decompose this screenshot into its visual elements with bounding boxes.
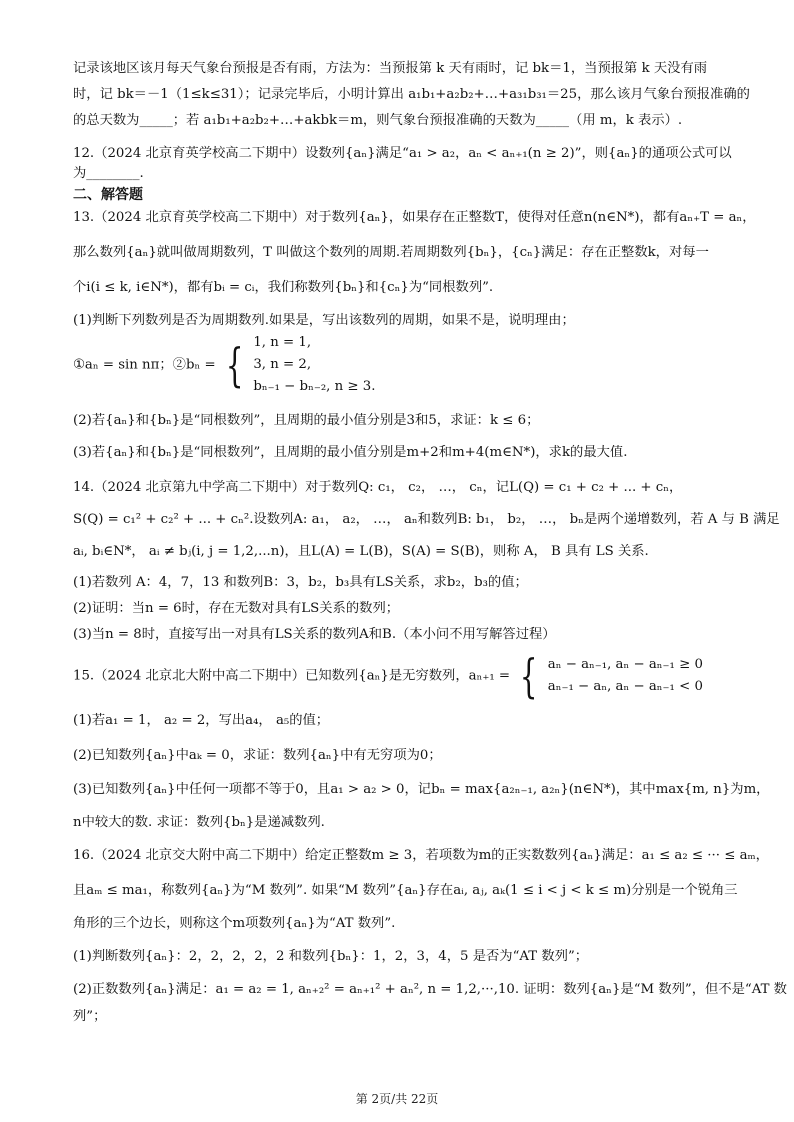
text-line: (2)若{aₙ}和{bₙ}是“同根数列”，且周期的最小值分别是3和5，求证：k ≤ 6；	[73, 413, 540, 428]
text-line: 的总天数为_____；若 a₁b₁+a₂b₂+…+akbk＝m，则气象台预报准确的天数为_____（用 m，k 表示）.	[73, 113, 683, 128]
text-line: (1)若a₁ = 1， a₂ = 2，写出a₄， a₅的值；	[73, 713, 330, 728]
question-13: 13.（2024 北京育英学校高二下期中）对于数列{aₙ}，如果存在正整数T，使得对任意n(n∈N*)，都有aₙ₊T = aₙ，	[73, 210, 756, 225]
text-line: 为________.	[73, 166, 144, 181]
section-heading: 二、解答题	[73, 187, 143, 203]
text-line: 列”；	[73, 1009, 107, 1024]
brace-symbol: {	[520, 649, 538, 703]
text-line: S(Q) = c₁² + c₂² + ... + cₙ².设数列A: a₁， a₂， …， aₙ和数列B: b₁， b₂， …， bₙ是两个递增数列，若 A 与 B 满足	[73, 512, 780, 527]
question-15	[73, 649, 703, 703]
text-line: (3)已知数列{aₙ}中任何一项都不等于0，且a₁ > a₂ > 0，记bₙ = max{a₂ₙ₋₁, a₂ₙ}(n∈N*)，其中max{m, n}为m，	[73, 782, 770, 797]
text-line: (3)若{aₙ}和{bₙ}是“同根数列”，且周期的最小值分别是m+2和m+4(m∈N*)，求k的最大值.	[73, 445, 628, 460]
question-16: 16.（2024 北京交大附中高二下期中）给定正整数m ≥ 3，若项数为m的正实数数列{aₙ}满足：a₁ ≤ a₂ ≤ ··· ≤ aₘ，	[73, 848, 769, 863]
formula-prefix: 15.（2024 北京北大附中高二下期中）已知数列{aₙ}是无穷数列，aₙ₊₁ =	[73, 668, 511, 684]
text-line: (2)已知数列{aₙ}中aₖ = 0，求证：数列{aₙ}中有无穷项为0；	[73, 748, 442, 763]
text-line: 那么数列{aₙ}就叫做周期数列，T 叫做这个数列的周期.若周期数列{bₙ}，{cₙ}满足：存在正整数k，对每一	[73, 245, 709, 260]
case-line: 3, n = 2,	[253, 357, 312, 372]
text-line: n中较大的数. 求证：数列{bₙ}是递减数列.	[73, 815, 325, 830]
text-line: 个i(i ≤ k, i∈N*)，都有bᵢ = cᵢ，我们称数列{bₙ}和{cₙ}为“同根数列”.	[73, 280, 494, 295]
case-line: bₙ₋₁ − bₙ₋₂, n ≥ 3.	[253, 379, 376, 394]
text-line: (2)证明：当n = 6时，存在无数对具有LS关系的数列；	[73, 601, 400, 616]
page-number: 第 2页/共 22页	[355, 1092, 439, 1106]
text-line: 且aₘ ≤ ma₁，称数列{aₙ}为“M 数列”. 如果“M 数列”{aₙ}存在aᵢ, aⱼ, aₖ(1 ≤ i < j < k ≤ m)分别是一个锐角三	[73, 883, 738, 898]
text-line: (3)当n = 8时，直接写出一对具有LS关系的数列A和B.（本小问不用写解答过程）	[73, 627, 556, 642]
text-line: (1)判断数列{aₙ}：2，2，2，2，2 和数列{bₙ}：1，2，3，4，5 是否为“AT 数列”；	[73, 949, 589, 964]
text-line: aᵢ, bᵢ∈N*， aᵢ ≠ bⱼ(i, j = 1,2,...n)，且L(A) = L(B)，S(A) = S(B)，则称 A， B 具有 LS 关系.	[73, 544, 649, 559]
case-line: 1, n = 1,	[253, 335, 312, 350]
text-line: (1)判断下列数列是否为周期数列.如果是，写出该数列的周期，如果不是，说明理由；	[73, 313, 575, 328]
question-12: 12.（2024 北京育英学校高二下期中）设数列{aₙ}满足“a₁ > a₂，aₙ < aₙ₊₁(n ≥ 2)”，则{aₙ}的通项公式可以	[73, 146, 732, 161]
case-list	[548, 654, 703, 698]
text-line: (2)正数数列{aₙ}满足：a₁ = a₂ = 1, aₙ₊₂² = aₙ₊₁² + aₙ², n = 1,2,···,10. 证明：数列{aₙ}是“M 数列”，但不是“AT 数	[73, 982, 787, 997]
brace-symbol: {	[225, 338, 244, 392]
text-line: 角形的三个边长，则称这个m项数列{aₙ}为“AT 数列”.	[73, 916, 396, 931]
text-line: 记录该地区该月每天气象台预报是否有雨，方法为：当预报第 k 天有雨时，记 bk＝1，当预报第 k 天没有雨	[73, 61, 708, 76]
question-14: 14.（2024 北京第九中学高二下期中）对于数列Q: c₁， c₂， …， cₙ，记L(Q) = c₁ + c₂ + ... + cₙ，	[73, 480, 683, 495]
case-line: aₙ − aₙ₋₁, aₙ − aₙ₋₁ ≥ 0	[547, 657, 703, 672]
text-line: (1)若数列 A：4，7，13 和数列B：3，b₂，b₃具有LS关系，求b₂，b₃的值；	[73, 575, 528, 590]
case-line: aₙ₋₁ − aₙ, aₙ − aₙ₋₁ < 0	[547, 679, 703, 694]
case-list	[253, 332, 375, 398]
formula-prefix: ①aₙ = sin nπ；②bₙ =	[73, 357, 216, 373]
piecewise-definition	[73, 332, 375, 398]
text-line: 时，记 bk＝－1（1≤k≤31）；记录完毕后，小明计算出 a₁b₁+a₂b₂+…+a₃₁b₃₁＝25，那么该月气象台预报准确的	[73, 87, 750, 102]
